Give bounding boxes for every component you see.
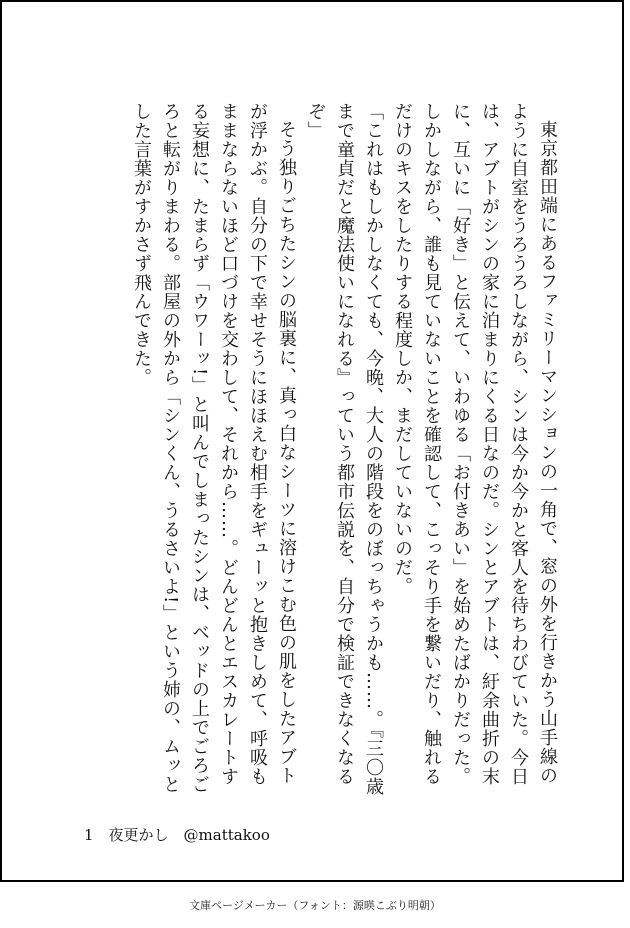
paragraph-1: 東京都田端にあるファミリーマンションの一角で、窓の外を行きかう山手線のように自室をうろうろしながら、シンは今か今かと客人を待ちわびていた。今日は、アブトがシンの家に泊まりにくる日なのだ。シンとアブトは、紆余曲折の末に、互いに「好き」と伝えて、いわゆる「お付きあい」を始めたばかりだった。しかしながら、誰も見ていないことを確認して、こっそり手を繋いだり、触れるだけのキスをしたりする程度しか、まだしていないのだ。	[392, 102, 558, 786]
paragraph-3: そう独りごちたシンの脳裏に、真っ白なシーツに溶けこむ色の肌をしたアブトが浮かぶ。自分の下で幸せそうにほほえむ相手をギューッと抱きしめて、呼吸もままならないほど口づけを交わして、それから……。どんどんとエスカレートする妄想に、たまらず「ウワーッ!」と叫んでしまったシンは、ベッドの上でごろごろと転がりまわる。部屋の外から「シンくん、うるさいよ!」という姉の、ムッとした言葉がすかさず飛んできた。	[131, 102, 297, 795]
generator-credit: 文庫ページメーカー（フォント：源暎こぶり明朝）	[189, 899, 441, 912]
paragraph-2: 「これはもしかしなくても、今晩、大人の階段をのぼっちゃうかも……。『三〇歳まで童貞だと魔法使いになれる』っていう都市伝説を、自分で検証できなくなるぞ」	[305, 102, 384, 796]
page-footer: 1 夜更かし @mattakoo	[84, 826, 270, 844]
vertical-body-text	[72, 102, 562, 802]
